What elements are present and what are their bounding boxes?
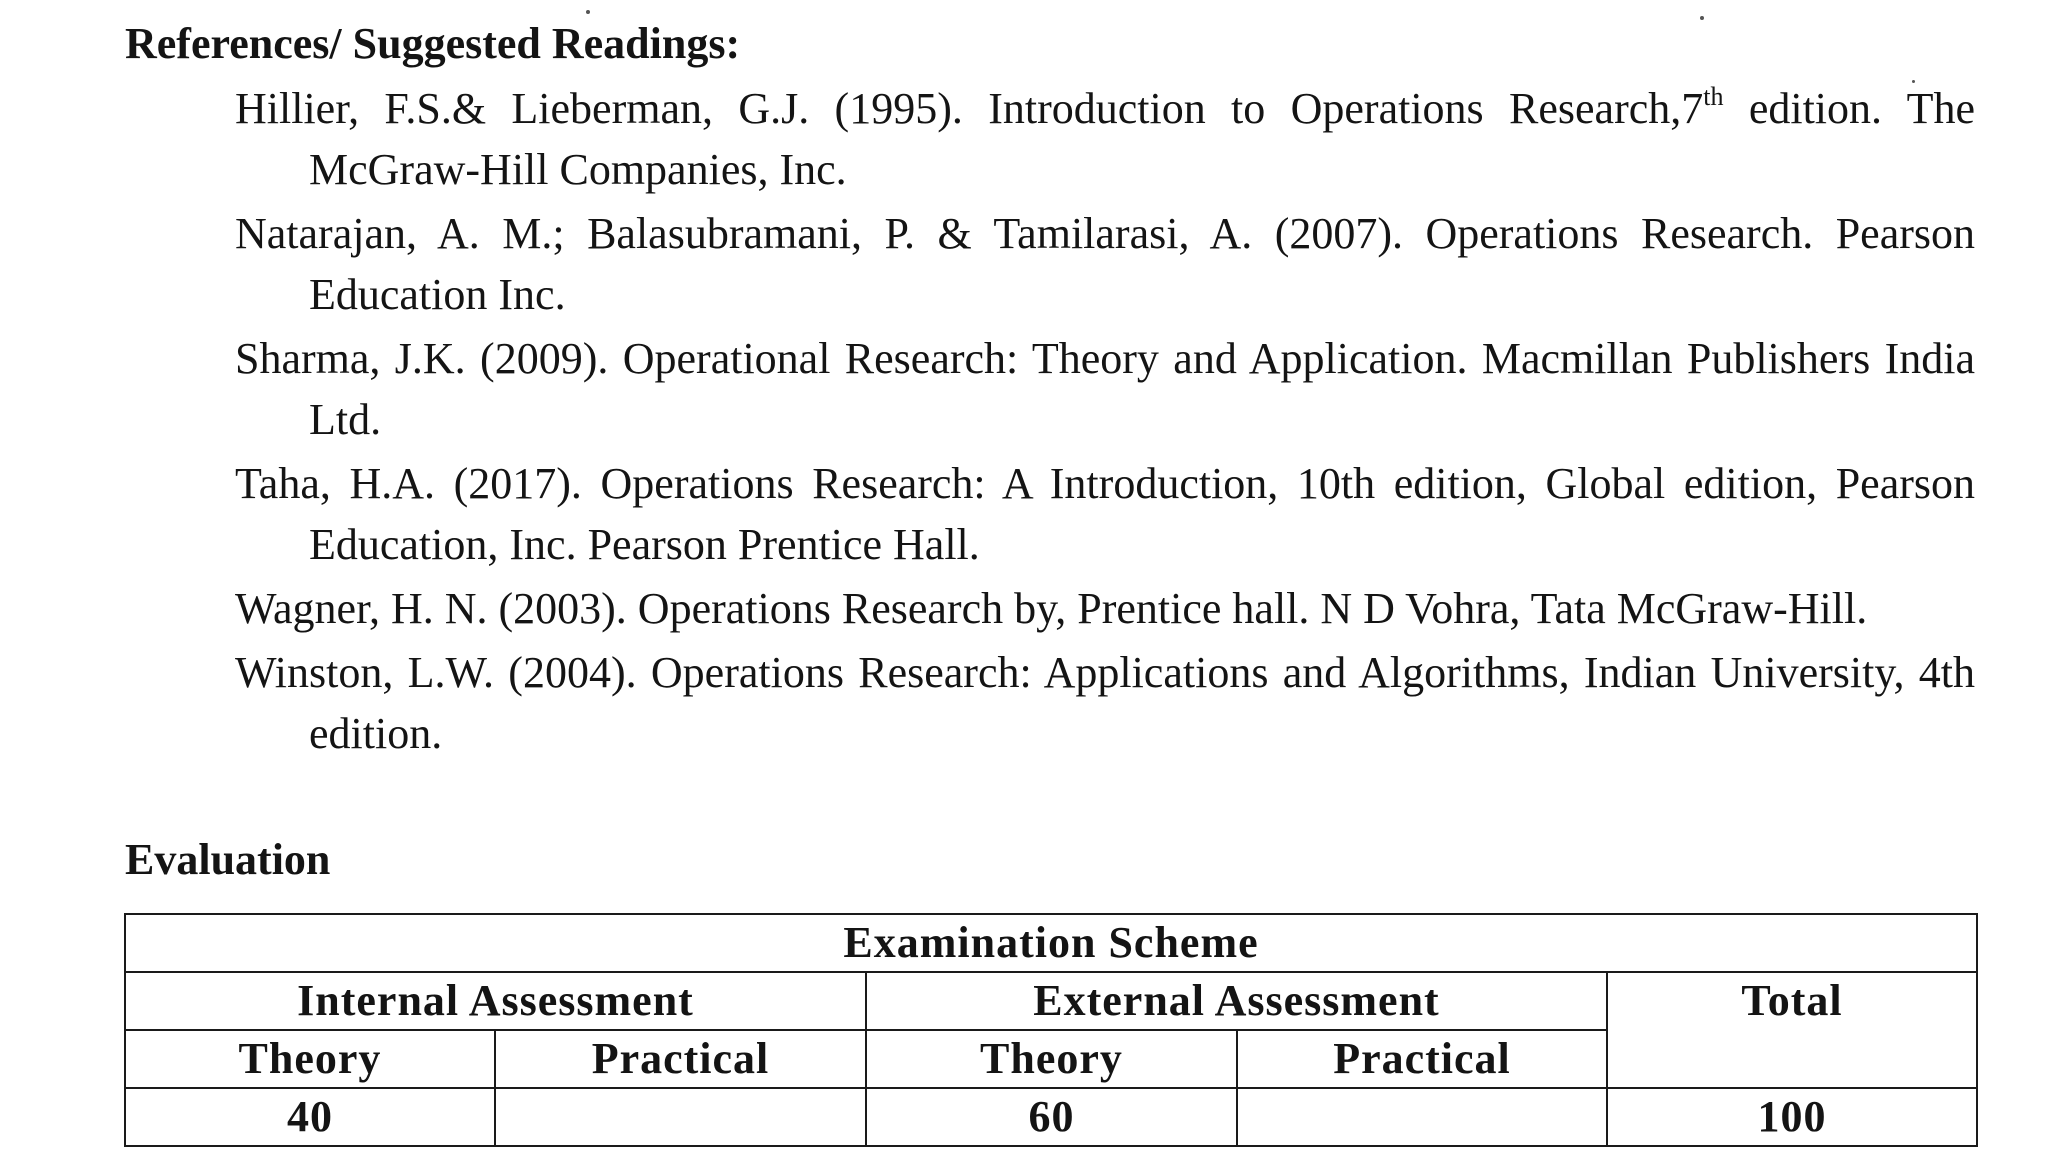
table-row	[125, 1088, 1977, 1146]
external-theory-header: Theory	[866, 1030, 1237, 1088]
external-practical-value	[1237, 1088, 1607, 1146]
reference-list	[235, 78, 1975, 767]
external-assessment-header: External Assessment	[866, 972, 1607, 1030]
external-theory-value: 60	[866, 1088, 1237, 1146]
table-title-row	[125, 914, 1977, 972]
internal-theory-value: 40	[125, 1088, 495, 1146]
internal-theory-header: Theory	[125, 1030, 495, 1088]
evaluation-heading: Evaluation	[125, 835, 331, 884]
reference-item: Taha, H.A. (2017). Operations Research: A Introduction, 10th edition, Global edition, Pearson Education, Inc. Pearson Prentice Hall.	[235, 459, 1975, 569]
reference-text: edition. The McGraw-Hill Companies, Inc.	[309, 84, 1975, 194]
table-group-row	[125, 972, 1977, 1030]
total-value: 100	[1607, 1088, 1977, 1146]
reference-item	[235, 78, 1975, 200]
reference-superscript: th	[1703, 82, 1724, 111]
reference-item: Sharma, J.K. (2009). Operational Research: Theory and Application. Macmillan Publishers India Ltd.	[235, 334, 1975, 444]
total-header: Total	[1607, 972, 1977, 1088]
references-heading: References/ Suggested Readings:	[125, 19, 741, 68]
scan-speck	[586, 10, 590, 14]
internal-practical-value	[495, 1088, 866, 1146]
table-title-cell: Examination Scheme	[125, 914, 1977, 972]
scan-speck	[1700, 16, 1704, 20]
reference-item: Natarajan, A. M.; Balasubramani, P. & Tamilarasi, A. (2007). Operations Research. Pearson Education Inc.	[235, 209, 1975, 319]
internal-practical-header: Practical	[495, 1030, 866, 1088]
reference-item: Winston, L.W. (2004). Operations Research: Applications and Algorithms, Indian University, 4th edition.	[235, 648, 1975, 758]
external-practical-header: Practical	[1237, 1030, 1607, 1088]
examination-scheme-table	[124, 913, 1978, 1147]
internal-assessment-header: Internal Assessment	[125, 972, 866, 1030]
reference-item: Wagner, H. N. (2003). Operations Research by, Prentice hall. N D Vohra, Tata McGraw-Hill.	[235, 584, 1868, 633]
reference-text: Hillier, F.S.& Lieberman, G.J. (1995). Introduction to Operations Research,7	[235, 84, 1704, 133]
